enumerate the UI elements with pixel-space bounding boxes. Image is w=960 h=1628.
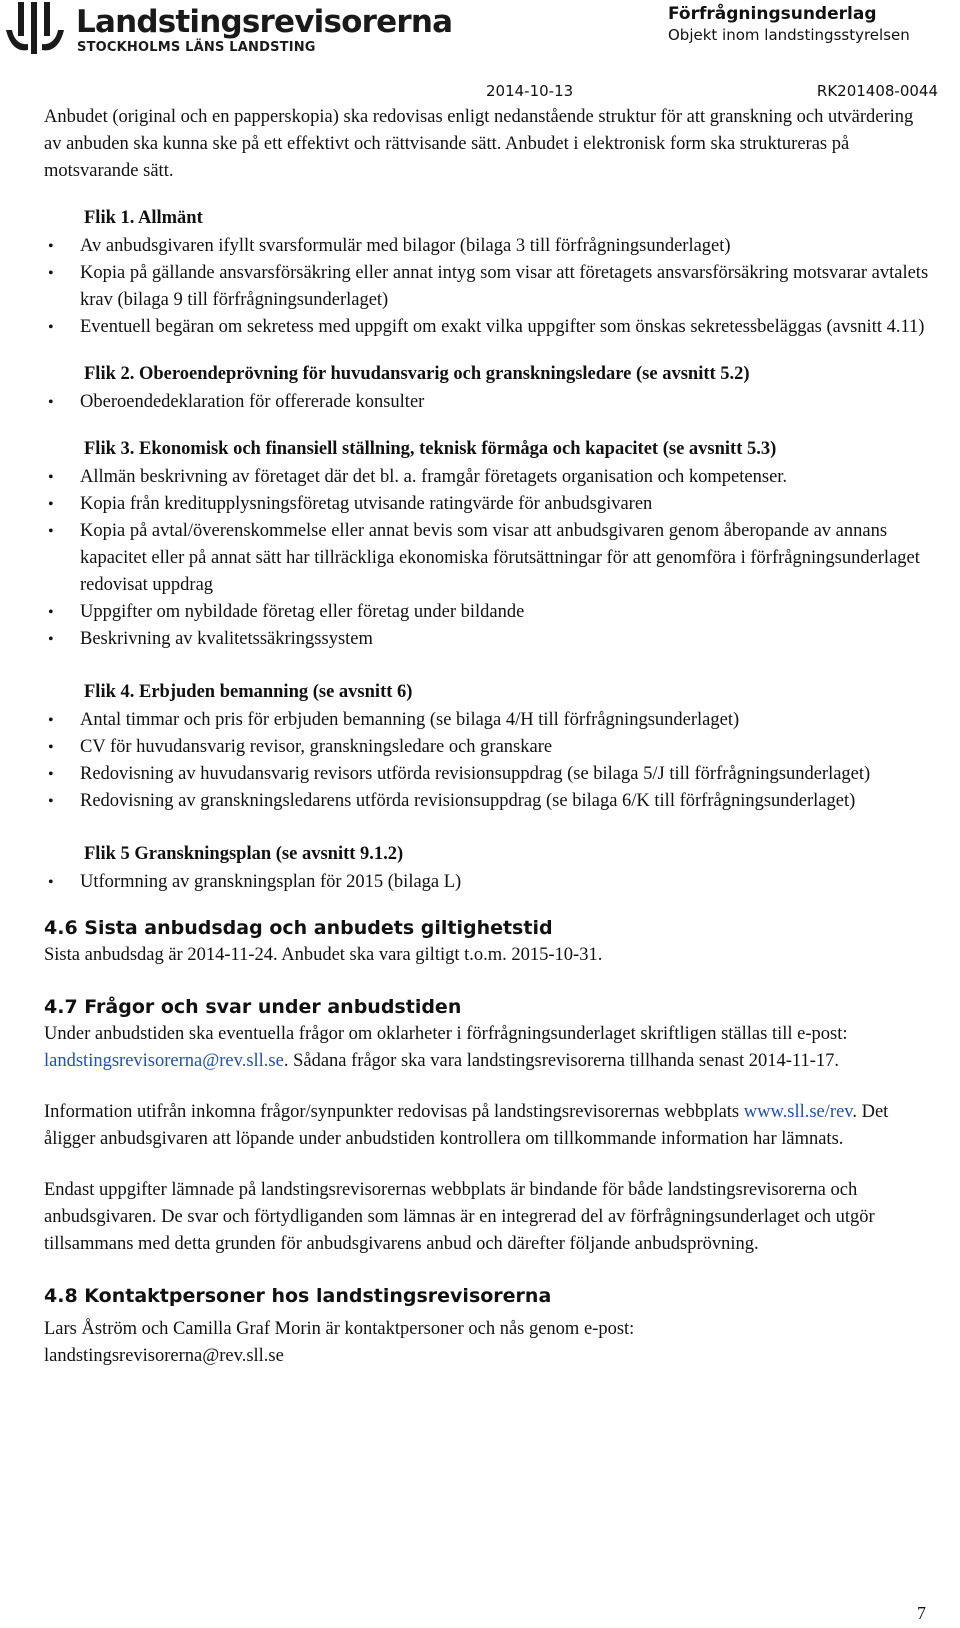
org-logo — [4, 2, 453, 55]
document-header — [668, 4, 938, 44]
list-item: • Av anbudsgivaren ifyllt svarsformulär med bilagor (bilaga 3 till förfrågningsunderlaget) — [44, 233, 934, 260]
flik3-list — [44, 464, 934, 653]
list-item: • Antal timmar och pris för erbjuden bemanning (se bilaga 4/H till förfrågningsunderlaget) — [44, 707, 934, 734]
list-item: • Eventuell begäran om sekretess med uppgift om exakt vilka uppgifter som önskas sekretessbeläggas (avsnitt 4.11) — [44, 314, 934, 341]
list-item: • CV för huvudansvarig revisor, granskningsledare och granskare — [44, 734, 934, 761]
email-link[interactable]: landstingsrevisorerna@rev.sll.se — [44, 1051, 284, 1071]
list-item: • Kopia på gällande ansvarsförsäkring eller annat intyg som visar att företagets ansvarsförsäkring motsvarar avtalets krav (bilaga 9 till förfrågningsunderlaget) — [44, 260, 934, 314]
list-item: • Uppgifter om nybildade företag eller företag under bildande — [44, 599, 934, 626]
document-title: Förfrågningsunderlag — [668, 4, 877, 24]
section-4-7-paragraph-2: Information utifrån inkomna frågor/synpunkter redovisas på landstingsrevisorernas webbplats www.sll.se/rev. Det åligger anbudsgivaren att löpande under anbudstiden kontrollera om tillkommande information har lämnats. — [44, 1102, 889, 1149]
list-item: • Oberoendedeklaration för offererade konsulter — [44, 389, 934, 416]
list-item: • Utformning av granskningsplan för 2015 (bilaga L) — [44, 869, 934, 896]
flik5-list — [44, 869, 934, 896]
section-4-7-paragraph-1: Under anbudstiden ska eventuella frågor om oklarheter i förfrågningsunderlaget skriftligen ställas till e-post: landstingsrevisorerna@rev.sll.se. Sådana frågor ska vara landstingsrevisorerna tillhanda senast 2014-11-17. — [44, 1024, 848, 1071]
section-4-6-text: Sista anbudsdag är 2014-11-24. Anbudet ska vara giltigt t.o.m. 2015-10-31. — [44, 945, 603, 965]
org-subtitle: STOCKHOLMS LÄNS LANDSTING — [77, 40, 316, 55]
document-date: 2014-10-13 — [486, 82, 574, 100]
logo-mark-icon — [4, 2, 66, 54]
document-subtitle: Objekt inom landstingsstyrelsen — [668, 26, 910, 44]
section-4-8-line-2: landstingsrevisorerna@rev.sll.se — [44, 1346, 284, 1366]
page-number: 7 — [917, 1603, 926, 1623]
section-4-7-heading: 4.7 Frågor och svar under anbudstiden — [44, 996, 462, 1018]
list-item: • Redovisning av huvudansvarig revisors utförda revisionsuppdrag (se bilaga 5/J till förfrågningsunderlaget) — [44, 761, 934, 788]
section-4-7-paragraph-3: Endast uppgifter lämnade på landstingsrevisorernas webbplats är bindande för både landstingsrevisorerna och anbudsgivaren. De svar och förtydliganden som lämnas är en integrerad del av förfrågningsunderlaget och utgör tillsammans med detta grunden för anbudsgivarens anbud och därefter följande anbudsprövning. — [44, 1180, 875, 1254]
flik1-list — [44, 233, 934, 341]
list-item: • Beskrivning av kvalitetssäkringssystem — [44, 626, 934, 653]
flik3-heading: Flik 3. Ekonomisk och finansiell ställning, teknisk förmåga och kapacitet (se avsnitt 5.3) — [84, 439, 777, 459]
list-item: • Kopia på avtal/överenskommelse eller annat bevis som visar att anbudsgivaren genom åberopande av annans kapacitet eller på annat sätt har tillräckliga ekonomiska förutsättningar för att genomföra i förfrågningsunderlaget redovisat uppdrag — [44, 518, 934, 599]
list-item: • Allmän beskrivning av företaget där det bl. a. framgår företagets organisation och kompetenser. — [44, 464, 934, 491]
section-4-6-heading: 4.6 Sista anbudsdag och anbudets giltighetstid — [44, 917, 553, 939]
document-reference: RK201408-0044 — [816, 82, 938, 100]
section-4-8-heading: 4.8 Kontaktpersoner hos landstingsrevisorerna — [44, 1285, 552, 1307]
flik2-list — [44, 389, 934, 416]
flik4-heading: Flik 4. Erbjuden bemanning (se avsnitt 6) — [84, 682, 413, 702]
website-link[interactable]: www.sll.se/rev — [743, 1102, 853, 1122]
flik2-heading: Flik 2. Oberoendeprövning för huvudansvarig och granskningsledare (se avsnitt 5.2) — [84, 364, 750, 384]
list-item: • Kopia från kreditupplysningsföretag utvisande ratingvärde för anbudsgivaren — [44, 491, 934, 518]
org-name: Landstingsrevisorerna — [76, 4, 453, 40]
list-item: • Redovisning av granskningsledarens utförda revisionsuppdrag (se bilaga 6/K till förfrågningsunderlaget) — [44, 788, 934, 815]
document-body — [44, 104, 934, 1370]
flik4-list — [44, 707, 934, 815]
flik5-heading: Flik 5 Granskningsplan (se avsnitt 9.1.2) — [84, 844, 404, 864]
intro-paragraph: Anbudet (original och en papperskopia) ska redovisas enligt nedanstående struktur för att granskning och utvärdering av anbuden ska kunna ske på ett effektivt och rättvisande sätt. Anbudet i elektronisk form ska struktureras på motsvarande sätt. — [44, 107, 914, 181]
flik1-heading: Flik 1. Allmänt — [84, 208, 203, 228]
section-4-8-line-1: Lars Åström och Camilla Graf Morin är kontaktpersoner och nås genom e-post: — [44, 1319, 635, 1339]
